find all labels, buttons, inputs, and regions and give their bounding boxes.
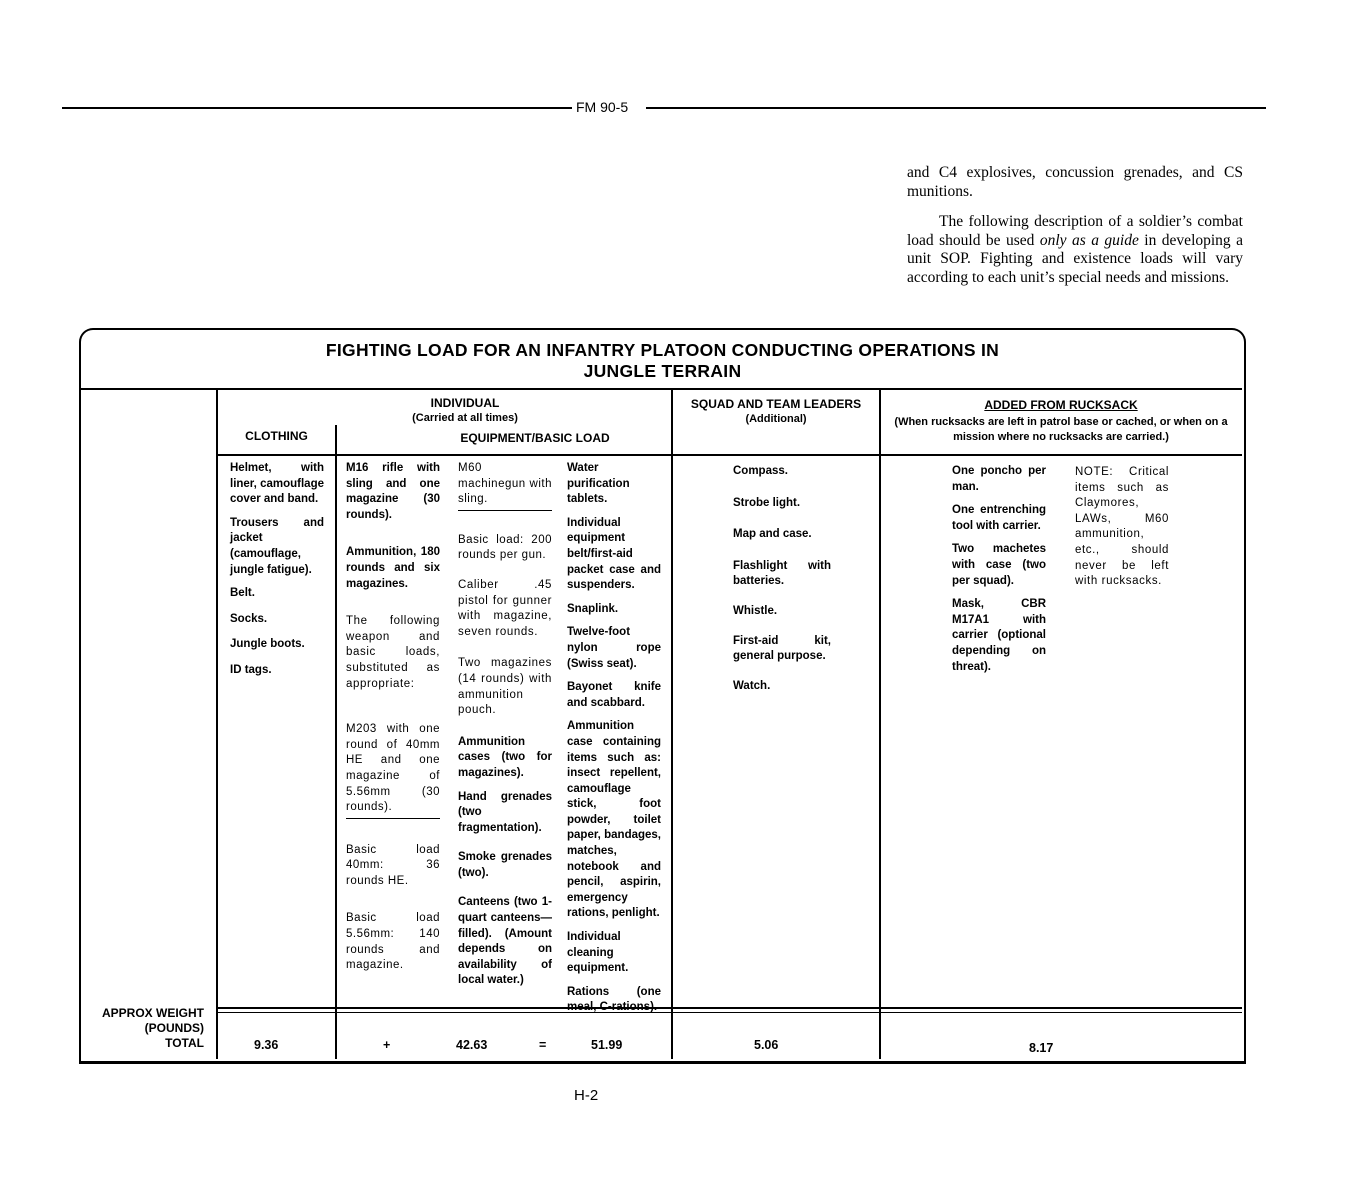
header-rule-right — [646, 107, 1266, 109]
weight-equipment: 42.63 — [456, 1038, 488, 1052]
list-item: Two machetes with case (two per squad). — [952, 543, 1046, 587]
weight-clothing: 9.36 — [254, 1038, 279, 1052]
equipment-list-3 — [567, 461, 661, 1024]
list-item: M203 with one round of 40mm HE and one magazine of 5.56mm (30 rounds). — [346, 722, 440, 819]
list-item: Twelve-foot nylon rope (Swiss seat). — [567, 626, 661, 670]
clothing-list — [230, 461, 324, 687]
col-divider-clothing — [335, 425, 337, 1059]
list-item: Helmet, with liner, camouflage cover and band. — [230, 462, 324, 506]
squad-list — [733, 464, 831, 702]
header-clothing: CLOTHING — [245, 429, 308, 443]
list-item: Basic load 5.56mm: 140 rounds and magazine. — [346, 912, 440, 972]
intro-text — [907, 164, 1243, 287]
list-item: Bayonet knife and scabbard. — [567, 681, 661, 709]
list-item: Rations (one meal, C-rations). — [567, 985, 661, 1014]
list-item: Whistle. — [733, 604, 778, 617]
list-item: First-aid kit, general purpose. — [733, 634, 831, 663]
list-item: Belt. — [230, 587, 255, 600]
header-rucksack: ADDED FROM RUCKSACK (When rucksacks are left in patrol base or cached, or when on a mission where no rucksacks are carried.) — [894, 398, 1228, 443]
weight-squad: 5.06 — [754, 1038, 779, 1052]
weight-individual-total: 51.99 — [591, 1038, 623, 1052]
list-item: Ammunition cases (two for magazines). — [458, 735, 552, 779]
title-rule — [81, 388, 1242, 390]
weight-label: APPROX WEIGHT (POUNDS) TOTAL — [101, 1006, 204, 1050]
list-item: Hand grenades (two fragmentation). — [458, 790, 552, 834]
list-item: Watch. — [733, 679, 771, 692]
list-item: Compass. — [733, 465, 788, 477]
list-item: Trousers and jacket (camouflage, jungle fatigue). — [230, 516, 324, 576]
list-item: Canteens (two 1-quart canteens—filled). (Amount depends on availability of local water.) — [458, 896, 552, 987]
list-item: Ammunition, 180 rounds and six magazines. — [346, 546, 440, 590]
list-item: M16 rifle with sling and one magazine (30 rounds). — [346, 462, 440, 521]
list-item: Mask, CBR M17A1 with carrier (optional depending on threat). — [952, 598, 1046, 673]
header-equipment: EQUIPMENT/BASIC LOAD — [460, 431, 610, 445]
list-item: Water purification tablets. — [567, 462, 630, 506]
equipment-list-2 — [458, 461, 552, 997]
weight-equals: = — [539, 1038, 547, 1052]
weight-rucksack: 8.17 — [1029, 1041, 1054, 1055]
header-individual: INDIVIDUAL (Carried at all times) — [412, 396, 518, 424]
header-squad: SQUAD AND TEAM LEADERS (Additional) — [690, 397, 862, 425]
rucksack-list — [952, 464, 1046, 683]
list-item: Caliber .45 pistol for gunner with magazine, seven rounds. — [458, 578, 552, 638]
list-item: Individual cleaning equipment. — [567, 931, 629, 975]
list-item: Two magazines (14 rounds) with ammunition pouch. — [458, 657, 552, 717]
intro-paragraph-1: and C4 explosives, concussion grenades, and CS munitions. — [907, 164, 1243, 200]
list-item: ID tags. — [230, 663, 272, 676]
header-bottom-rule — [216, 454, 1242, 456]
table-title: FIGHTING LOAD FOR AN INFANTRY PLATOON CONDUCTING OPERATIONS IN JUNGLE TERRAIN — [325, 340, 1000, 381]
list-item: Jungle boots. — [230, 638, 305, 651]
rucksack-note: NOTE: Critical items such as Claymores, LAWs, M60 ammunition, etc., should never be left with rucksacks. — [1075, 466, 1169, 588]
intro-paragraph-2: The following description of a soldier’s combat load should be used only as a guide in developing a unit SOP. Fighting and existence loads will vary according to each unit’s special needs and missions. — [907, 213, 1244, 286]
list-item: Snaplink. — [567, 602, 619, 615]
list-item: Flashlight with batteries. — [733, 559, 831, 588]
col-divider-squad — [879, 389, 881, 1059]
list-item: Ammunition case containing items such as: insect repellent, camouflage stick, foot powder, toilet paper, bandages, matches, notebook and pencil, aspirin, emergency rations, penlight. — [567, 720, 661, 920]
col-divider-equipment — [671, 389, 673, 1059]
list-item: One poncho per man. — [952, 465, 1046, 493]
list-item: Smoke grenades (two). — [458, 851, 552, 879]
equipment-list-1 — [346, 461, 440, 982]
list-item: The following weapon and basic loads, substituted as appropriate: — [346, 615, 440, 690]
list-item: Socks. — [230, 612, 268, 625]
document-id: FM 90-5 — [576, 99, 629, 115]
list-item: M60 machinegun with sling. — [458, 461, 552, 511]
list-item: Basic load 40mm: 36 rounds HE. — [346, 843, 440, 887]
weight-top-rule — [216, 1007, 1242, 1009]
list-item: Map and case. — [733, 528, 812, 541]
list-item: Strobe light. — [733, 496, 801, 509]
list-item: Individual equipment belt/first-aid packet case and suspenders. — [567, 516, 661, 592]
weight-second-rule — [216, 1012, 1242, 1013]
page-number: H-2 — [574, 1087, 599, 1104]
col-divider-label — [216, 389, 218, 1059]
weight-plus: + — [383, 1038, 391, 1052]
list-item: Basic load: 200 rounds per gun. — [458, 533, 552, 562]
header-rule-left — [62, 107, 572, 109]
list-item: One entrenching tool with carrier. — [952, 504, 1046, 532]
